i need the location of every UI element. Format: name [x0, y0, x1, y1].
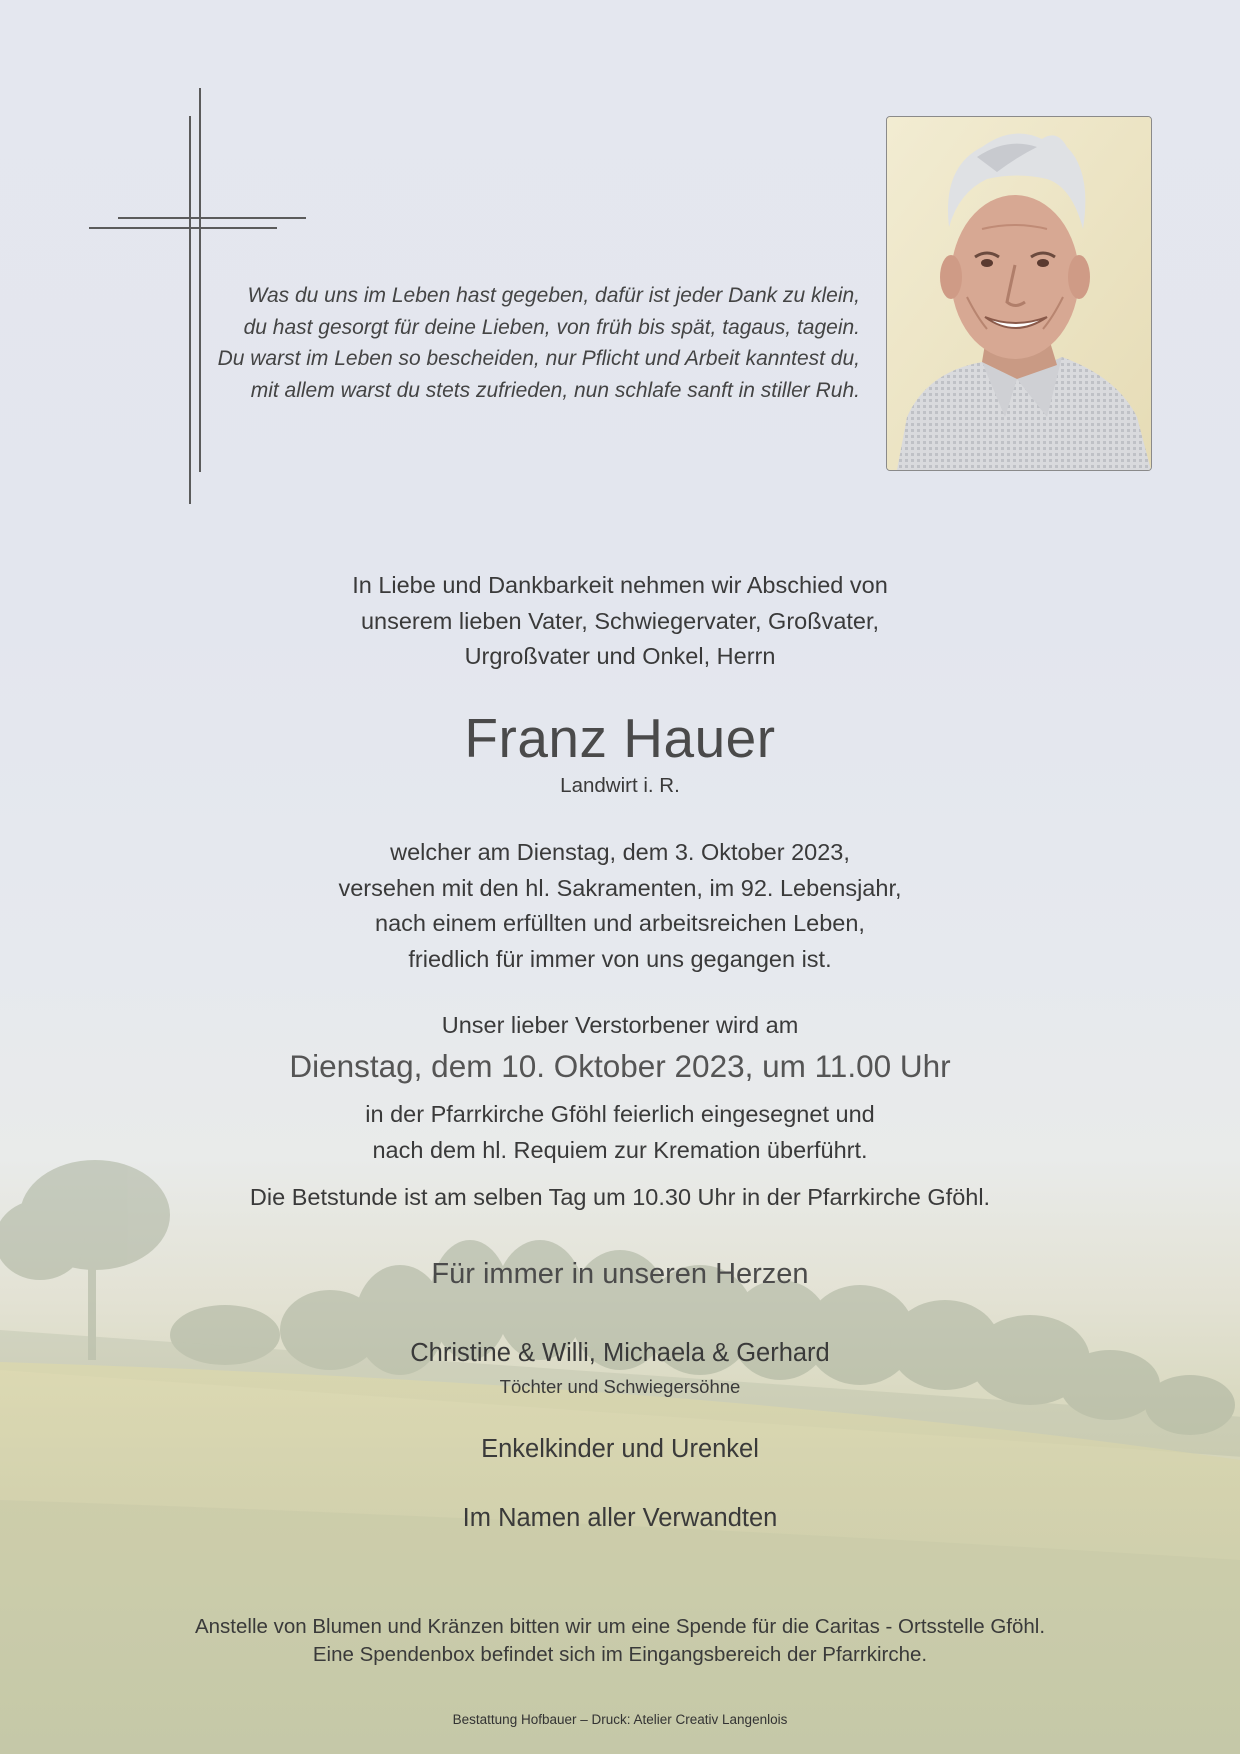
deceased-occupation: Landwirt i. R.: [560, 774, 680, 797]
death-notice: [0, 835, 1240, 977]
intro-line: In Liebe und Dankbarkeit nehmen wir Abschied von: [352, 572, 888, 598]
poem-line: Was du uns im Leben hast gegeben, dafür ist jeder Dank zu klein,: [247, 284, 860, 307]
poem: [200, 280, 860, 406]
intro-line: Urgroßvater und Onkel, Herrn: [464, 643, 776, 669]
mourner-grandchildren: Enkelkinder und Urenkel: [481, 1435, 759, 1463]
poem-line: mit allem warst du stets zufrieden, nun schlafe sanft in stiller Ruh.: [250, 378, 860, 402]
death-line: nach einem erfüllten und arbeitsreichen Leben,: [375, 910, 865, 936]
prayer-notice: Die Betstunde ist am selben Tag um 10.30 Uhr in der Pfarrkirche Gföhl.: [249, 1184, 991, 1210]
poem-line: Du warst im Leben so bescheiden, nur Pflicht und Arbeit kanntest du,: [217, 347, 860, 370]
funeral-intro: Unser lieber Verstorbener wird am: [441, 1012, 799, 1038]
cross-icon: [0, 0, 320, 520]
donation-line: Anstelle von Blumen und Kränzen bitten wir um eine Spende für die Caritas - Ortsstelle Gföhl.: [194, 1615, 1046, 1638]
funeral-rite-line: nach dem hl. Requiem zur Kremation überführt.: [372, 1136, 868, 1163]
memorial-motto: Für immer in unseren Herzen: [431, 1258, 809, 1290]
mourner-relatives: Im Namen aller Verwandten: [462, 1504, 778, 1532]
intro-text: [0, 568, 1240, 675]
death-line: versehen mit den hl. Sakramenten, im 92. Lebensjahr,: [338, 874, 902, 901]
funeral-rite: [0, 1097, 1240, 1168]
funeral-rite-line: in der Pfarrkirche Gföhl feierlich eingesegnet und: [365, 1101, 875, 1127]
intro-line: unserem lieben Vater, Schwiegervater, Großvater,: [360, 607, 880, 634]
portrait-photo: [886, 116, 1152, 471]
funeral-date: Dienstag, dem 10. Oktober 2023, um 11.00 Uhr: [289, 1048, 951, 1084]
death-line: welcher am Dienstag, dem 3. Oktober 2023,: [390, 839, 850, 865]
donation-line: Eine Spendenbox befindet sich im Eingangsbereich der Pfarrkirche.: [312, 1643, 928, 1666]
poem-line: du hast gesorgt für deine Lieben, von früh bis spät, tagaus, tagein.: [243, 315, 860, 339]
death-line: friedlich für immer von uns gegangen ist.: [408, 945, 832, 972]
footer-credits: Bestattung Hofbauer – Druck: Atelier Creativ Langenlois: [452, 1712, 788, 1727]
donation-notice: [0, 1613, 1240, 1669]
mourner-role: Töchter und Schwiegersöhne: [499, 1376, 741, 1397]
mourner-family: Christine & Willi, Michaela & Gerhard: [410, 1339, 830, 1367]
deceased-name: Franz Hauer: [464, 707, 776, 769]
